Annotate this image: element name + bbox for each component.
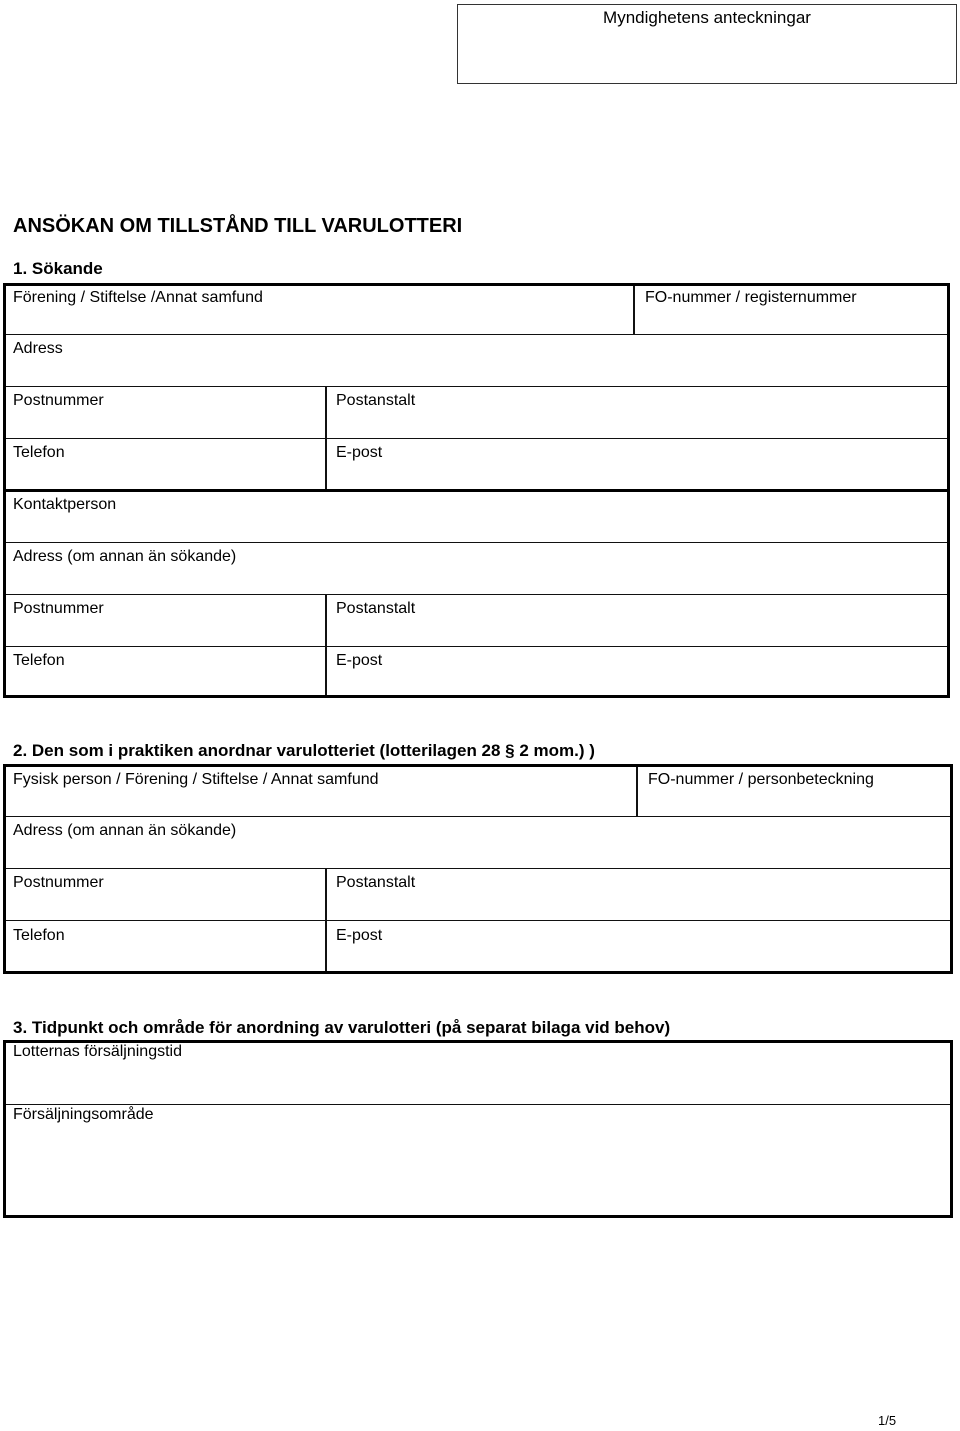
applicant-row-contact-details [6,646,947,695]
organiser-field[interactable] [6,767,636,816]
organiser-row-identity [6,767,950,816]
contact-address-label: Adress (om annan än sökande) [13,548,237,565]
identification-number-field[interactable] [636,767,950,816]
section-2-heading: 2. Den som i praktiken anordnar varulotteriet (lotterilagen 28 § 2 mom.) ) [13,741,595,760]
applicant-row-address [6,334,947,386]
applicant-row-organisation [6,286,947,334]
lottery-time-area-table [3,1040,953,1218]
applicant-row-contact-info [6,438,947,490]
contact-email-field[interactable] [325,647,947,695]
registration-number-field[interactable] [633,286,947,334]
applicant-row-contact-person [6,489,947,542]
organisation-field[interactable] [6,286,633,334]
phone-field[interactable] [6,439,325,490]
applicant-row-postal [6,386,947,438]
postal-code-label: Postnummer [13,392,104,409]
organiser-table [3,764,953,974]
contact-postal-code-field[interactable] [6,595,325,646]
sales-area-row [6,1104,950,1215]
registration-number-label: FO-nummer / registernummer [645,289,857,306]
contact-person-label: Kontaktperson [13,496,117,513]
applicant-row-contact-postal [6,594,947,646]
sales-period-field[interactable] [6,1043,950,1104]
organiser-postal-code-field[interactable] [6,869,325,920]
organiser-phone-field[interactable] [6,921,325,971]
postal-code-field[interactable] [6,387,325,438]
sales-area-label: Försäljningsområde [13,1106,154,1123]
organiser-address-field[interactable] [6,817,950,868]
organiser-phone-label: Telefon [13,927,65,944]
organiser-email-field[interactable] [325,921,950,971]
contact-address-field[interactable] [6,543,947,594]
sales-period-label: Lotternas försäljningstid [13,1043,182,1060]
address-field[interactable] [6,335,947,386]
authority-notes-label: Myndighetens anteckningar [603,8,811,27]
organiser-row-postal [6,868,950,920]
organiser-post-office-field[interactable] [325,869,950,920]
sales-period-row [6,1043,950,1104]
organiser-post-office-label: Postanstalt [336,874,416,891]
applicant-row-contact-address [6,542,947,594]
applicant-table [3,283,950,698]
contact-email-label: E-post [336,652,383,669]
contact-post-office-label: Postanstalt [336,600,416,617]
section-1-heading: 1. Sökande [13,259,103,278]
post-office-label: Postanstalt [336,392,416,409]
authority-notes-box[interactable] [457,4,957,84]
page-number: 1/5 [878,1413,897,1428]
sales-area-field[interactable] [6,1105,950,1215]
contact-post-office-field[interactable] [325,595,947,646]
contact-postal-code-label: Postnummer [13,600,104,617]
email-label: E-post [336,444,383,461]
organisation-label: Förening / Stiftelse /Annat samfund [13,289,263,306]
organiser-email-label: E-post [336,927,383,944]
contact-person-field[interactable] [6,492,947,542]
organiser-address-label: Adress (om annan än sökande) [13,822,237,839]
form-title: ANSÖKAN OM TILLSTÅND TILL VARULOTTERI [13,215,463,237]
contact-phone-field[interactable] [6,647,325,695]
organiser-row-contact [6,920,950,971]
organiser-postal-code-label: Postnummer [13,874,104,891]
organiser-label: Fysisk person / Förening / Stiftelse / Annat samfund [13,771,379,788]
post-office-field[interactable] [325,387,947,438]
email-field[interactable] [325,439,947,490]
phone-label: Telefon [13,444,65,461]
identification-number-label: FO-nummer / personbeteckning [648,771,874,788]
organiser-row-address [6,816,950,868]
section-3-heading: 3. Tidpunkt och område för anordning av varulotteri (på separat bilaga vid behov) [13,1018,671,1037]
contact-phone-label: Telefon [13,652,65,669]
address-label: Adress [13,340,63,357]
